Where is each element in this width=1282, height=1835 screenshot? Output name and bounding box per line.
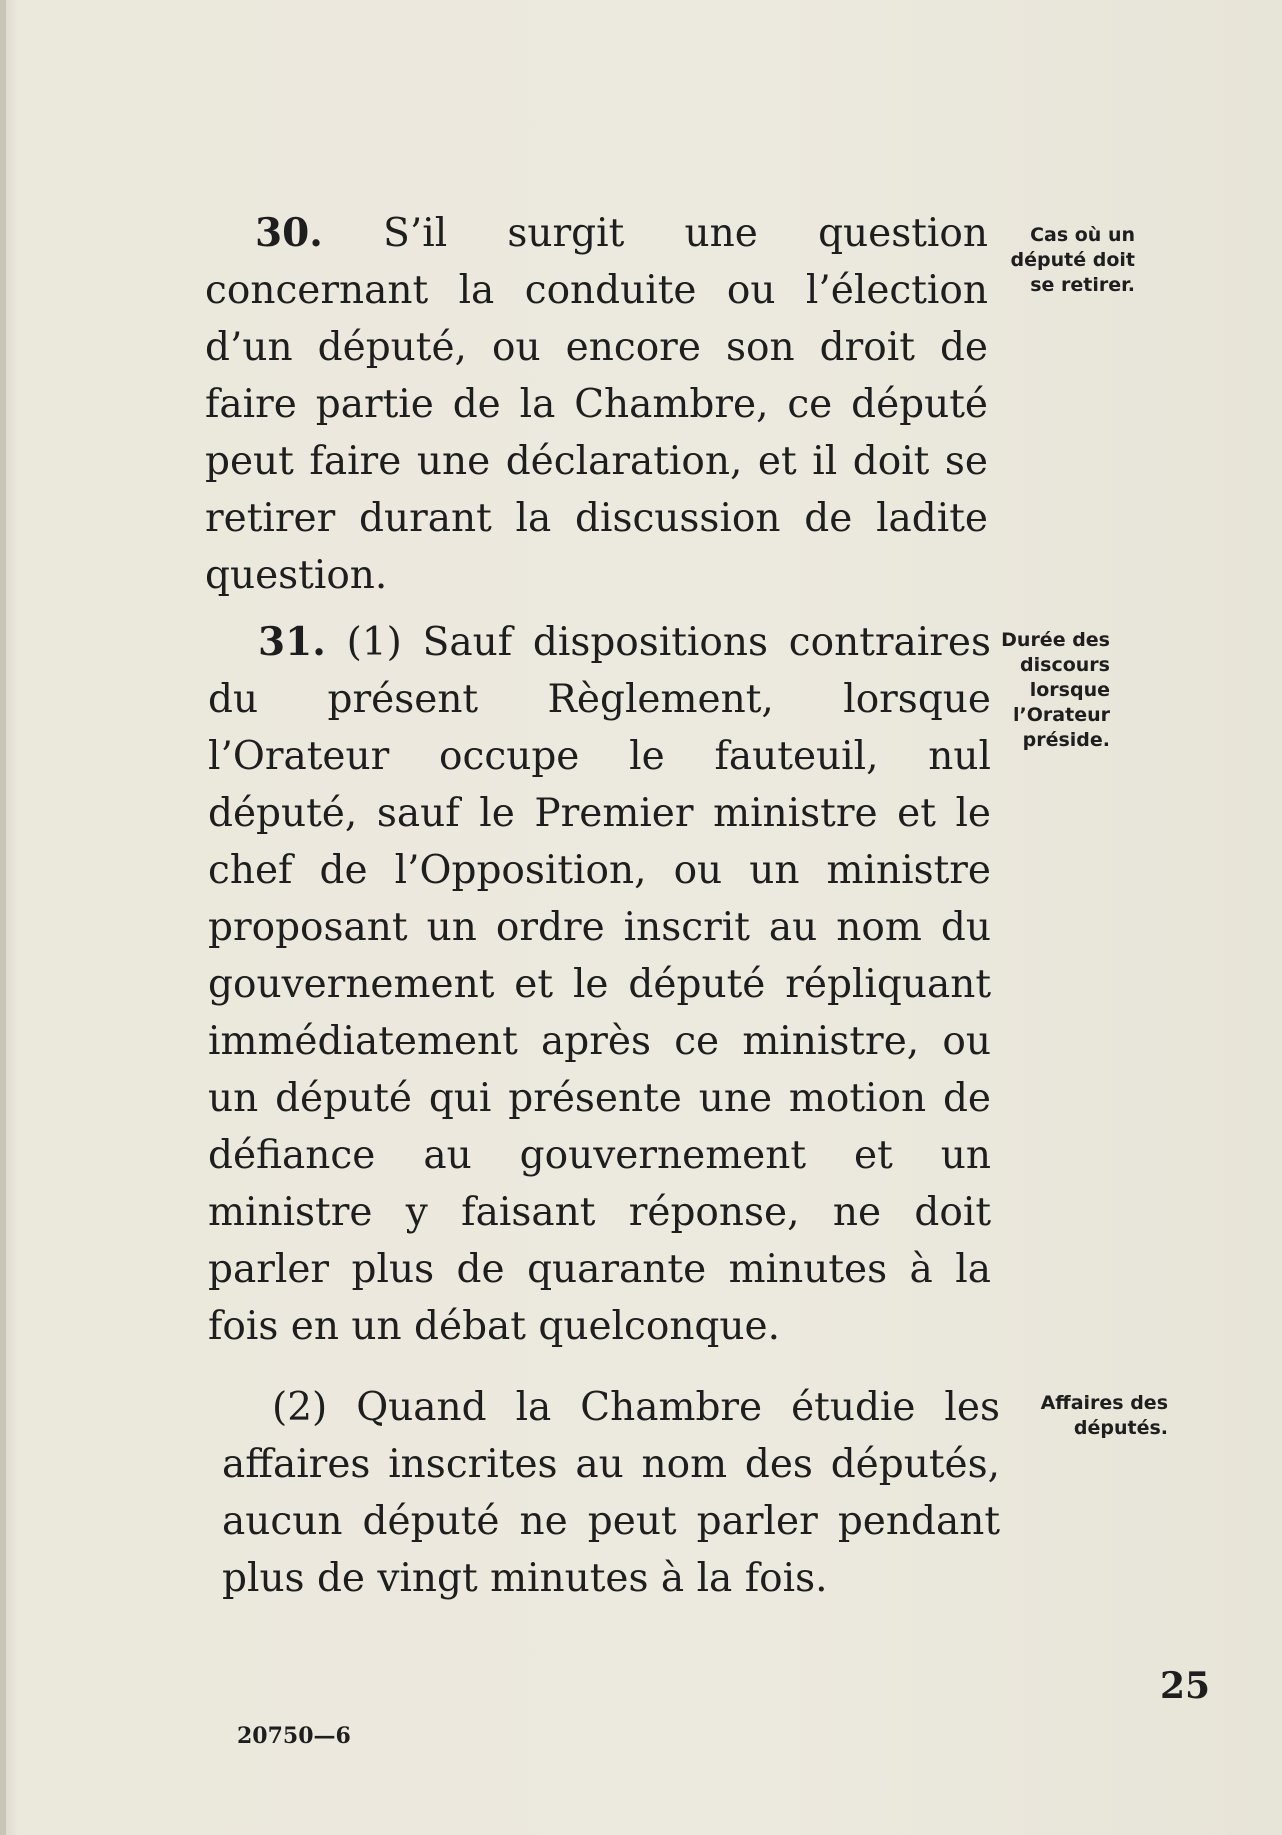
section-31-2 (222, 1379, 1000, 1607)
section-30-paragraph (205, 205, 988, 604)
section-30 (205, 205, 988, 604)
footer-code: 20750—6 (237, 1723, 351, 1749)
section-31-1 (208, 614, 991, 1355)
section-31-2-text: Quand la Chambre étudie les affaires inscrites au nom des députés, aucun député ne peut parler pendant plus de vingt minutes à la fois. (222, 1385, 1000, 1601)
margin-note-31-1: Durée des discours lorsque l’Orateur préside. (1001, 629, 1110, 751)
section-31-number: 31. (258, 619, 326, 665)
section-31-2-label: (2) (272, 1385, 328, 1430)
section-31-2-paragraph (222, 1379, 1000, 1607)
section-30-number: 30. (255, 210, 323, 256)
binding-edge (0, 0, 6, 1835)
page-number: 25 (1160, 1665, 1211, 1707)
section-31-1-label: (1) (346, 620, 402, 665)
margin-note-30: Cas où un député doit se retirer. (1010, 224, 1135, 296)
section-31-1-text: Sauf dispositions contraires du présent Règlement, lorsque l’Orateur occupe le fauteuil, nul député, sauf le Premier ministre et le chef de l’Opposition, ou un ministre proposant un ordre inscrit au nom du gouvernement et le député répliquant immédiatement après ce ministre, ou un député qui présente une motion de défiance au gouvernement et un ministre y faisant réponse, ne doit parler plus de quarante minutes à la fois en un débat quelconque. (208, 620, 991, 1349)
section-30-text: S’il surgit une question concernant la conduite ou l’élection d’un député, ou encore son droit de faire partie de la Chambre, ce député peut faire une déclaration, et il doit se retirer durant la discussion de ladite question. (205, 211, 989, 598)
section-31-1-paragraph (208, 614, 991, 1355)
margin-note-31-2: Affaires des députés. (1040, 1392, 1168, 1439)
